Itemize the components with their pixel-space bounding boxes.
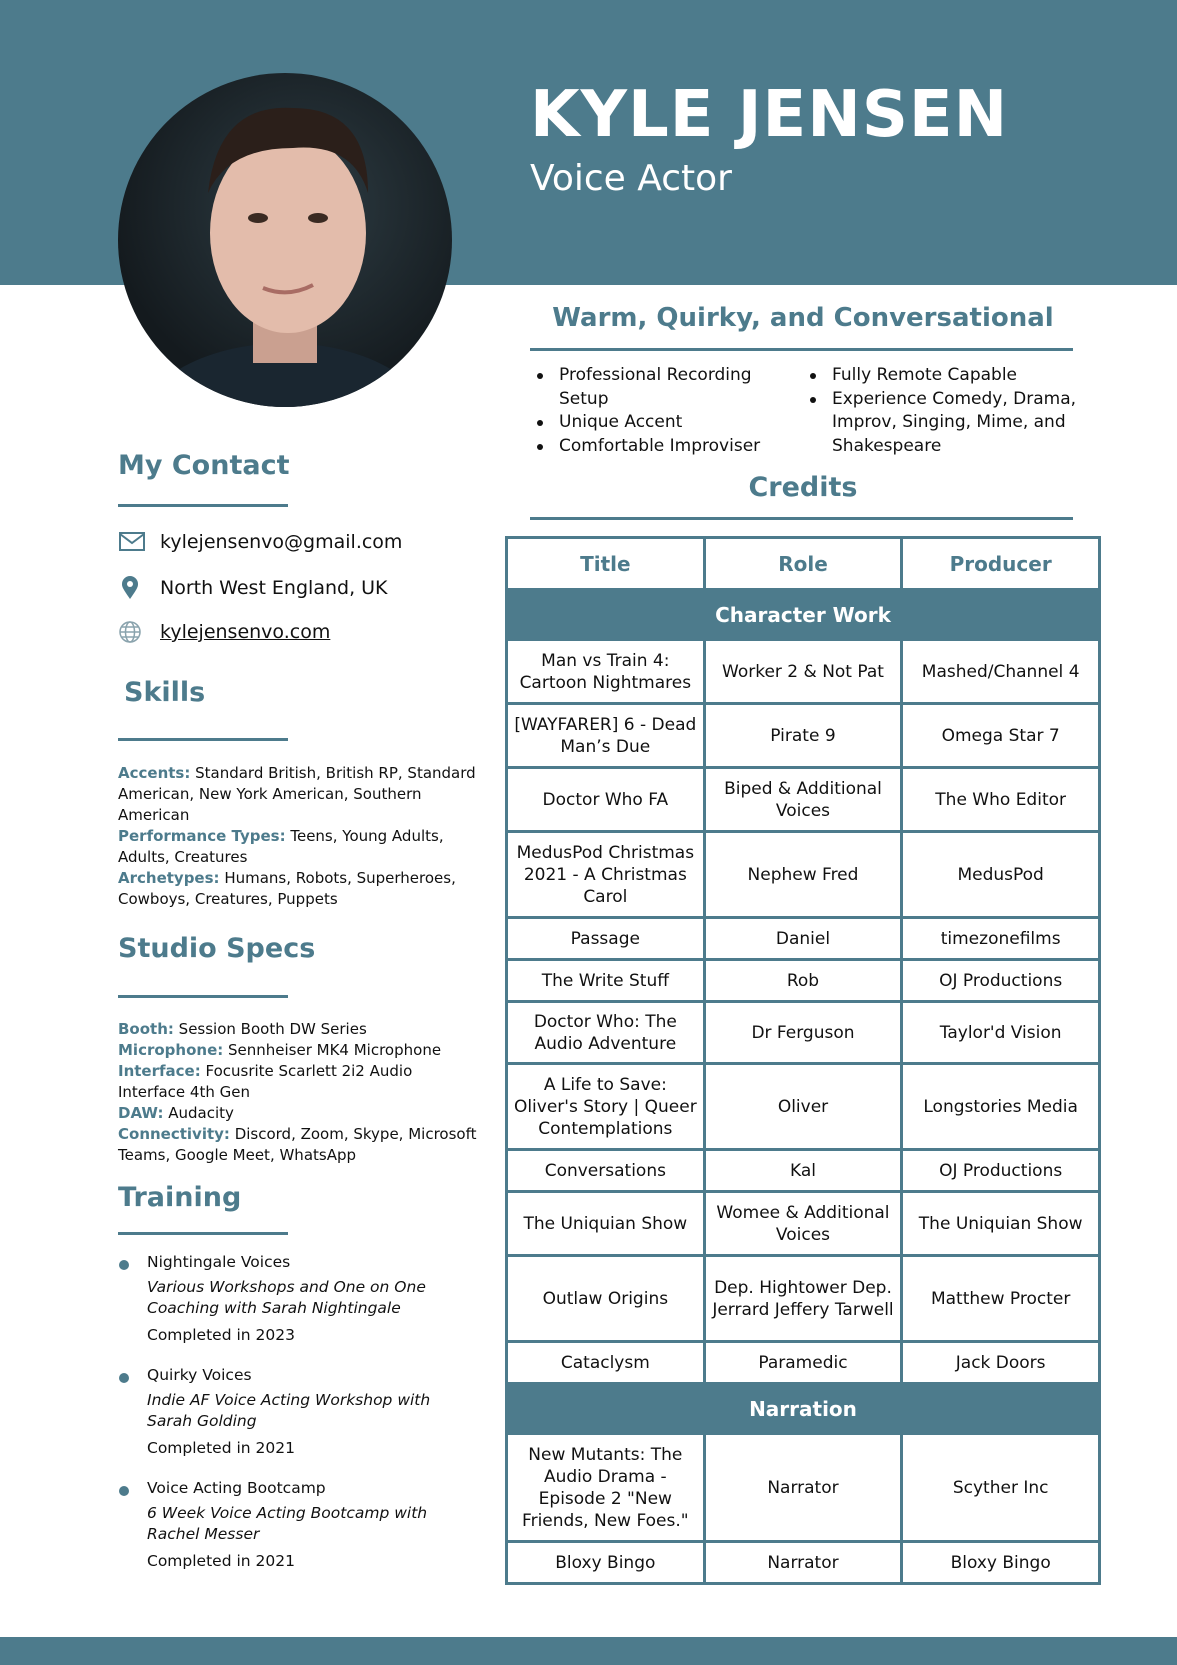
table-cell: Doctor Who FA (507, 768, 705, 832)
section-row (507, 590, 1100, 640)
tagline: Warm, Quirky, and Conversational (552, 303, 1054, 333)
training-heading: Training (118, 1182, 242, 1213)
spec-item (118, 1040, 478, 1061)
table-cell: Dr Ferguson (704, 1002, 902, 1064)
table-cell: Cataclysm (507, 1342, 705, 1384)
bullet-icon (119, 1260, 129, 1270)
spec-item (118, 763, 478, 826)
studio-list (118, 1019, 478, 1166)
spec-label: Archetypes: (118, 869, 220, 887)
table-cell: Daniel (704, 918, 902, 960)
job-title: Voice Actor (530, 158, 732, 199)
spec-value: Standard British, British RP, Standard American, New York American, Southern American (118, 764, 476, 824)
spec-label: Connectivity: (118, 1125, 230, 1143)
footer-band (0, 1637, 1177, 1665)
table-cell: [WAYFARER] 6 - Dead Man’s Due (507, 704, 705, 768)
skills-list (118, 763, 478, 910)
training-name: Quirky Voices (147, 1366, 252, 1384)
table-cell: Man vs Train 4: Cartoon Nightmares (507, 640, 705, 704)
table-cell: The Uniquian Show (507, 1192, 705, 1256)
table-cell: The Who Editor (902, 768, 1100, 832)
credits-table (505, 536, 1101, 1585)
table-row (507, 832, 1100, 918)
table-cell: Nephew Fred (704, 832, 902, 918)
table-cell: Oliver (704, 1064, 902, 1150)
table-row (507, 918, 1100, 960)
email-link[interactable]: kylejensenvo@gmail.com (160, 531, 403, 553)
table-row (507, 1064, 1100, 1150)
table-cell: Worker 2 & Not Pat (704, 640, 902, 704)
person-name: KYLE JENSEN (530, 78, 1009, 152)
spec-value: Audacity (163, 1104, 234, 1122)
training-completed: Completed in 2021 (147, 1552, 295, 1570)
table-cell: Omega Star 7 (902, 704, 1100, 768)
table-cell: Dep. Hightower Dep. Jerrard Jeffery Tarwell (704, 1256, 902, 1342)
table-row (507, 1434, 1100, 1542)
website-link[interactable]: kylejensenvo.com (160, 621, 331, 643)
contact-website (118, 620, 330, 644)
spec-value: Teens, Young Adults, Adults, Creatures (118, 827, 444, 866)
table-cell: Longstories Media (902, 1064, 1100, 1150)
table-cell: The Uniquian Show (902, 1192, 1100, 1256)
table-row (507, 768, 1100, 832)
table-row (507, 1542, 1100, 1584)
training-completed: Completed in 2021 (147, 1439, 295, 1457)
training-description: Indie AF Voice Acting Workshop with Sarah Golding (147, 1391, 431, 1430)
table-cell: Biped & Additional Voices (704, 768, 902, 832)
table-cell: Taylor'd Vision (902, 1002, 1100, 1064)
table-cell: Narrator (704, 1542, 902, 1584)
spec-label: Performance Types: (118, 827, 286, 845)
highlight-item: Comfortable Improviser (535, 435, 795, 459)
spec-value: Discord, Zoom, Skype, Microsoft Teams, Google Meet, WhatsApp (118, 1125, 477, 1164)
table-cell: MedusPod (902, 832, 1100, 918)
column-header: Producer (902, 538, 1100, 590)
profile-photo (118, 73, 452, 407)
highlight-item: Unique Accent (535, 411, 795, 435)
table-cell: The Write Stuff (507, 960, 705, 1002)
spec-value: Humans, Robots, Superheroes, Cowboys, Creatures, Puppets (118, 869, 456, 908)
table-cell: Narrator (704, 1434, 902, 1542)
table-cell: Mashed/Channel 4 (902, 640, 1100, 704)
globe-icon (118, 620, 146, 644)
table-cell: timezonefilms (902, 918, 1100, 960)
table-cell: OJ Productions (902, 960, 1100, 1002)
highlights-left (535, 364, 795, 458)
training-completed: Completed in 2023 (147, 1326, 295, 1344)
highlight-item: Professional Recording Setup (535, 364, 795, 411)
table-cell: Bloxy Bingo (507, 1542, 705, 1584)
spec-label: Booth: (118, 1020, 174, 1038)
contact-heading: My Contact (118, 450, 290, 481)
table-header (507, 538, 1100, 590)
table-cell: Matthew Procter (902, 1256, 1100, 1342)
table-cell: Kal (704, 1150, 902, 1192)
table-cell: Rob (704, 960, 902, 1002)
table-cell: Womee & Additional Voices (704, 1192, 902, 1256)
spec-item (118, 1019, 478, 1040)
divider (530, 517, 1073, 520)
divider (118, 1232, 288, 1235)
column-header: Role (704, 538, 902, 590)
bullet-icon (119, 1373, 129, 1383)
location-text: North West England, UK (160, 577, 388, 599)
training-name: Voice Acting Bootcamp (147, 1479, 326, 1497)
bullet-icon (119, 1486, 129, 1496)
spec-item (118, 826, 478, 868)
table-cell: A Life to Save: Oliver's Story | Queer Contemplations (507, 1064, 705, 1150)
spec-item (118, 1124, 478, 1166)
training-description: 6 Week Voice Acting Bootcamp with Rachel Messer (147, 1504, 428, 1543)
divider (118, 504, 288, 507)
table-row (507, 1002, 1100, 1064)
credits-heading: Credits (748, 472, 858, 503)
contact-location (118, 576, 388, 600)
section-title: Character Work (507, 590, 1100, 640)
table-row (507, 1192, 1100, 1256)
table-row (507, 1342, 1100, 1384)
highlight-item: Fully Remote Capable (808, 364, 1078, 388)
table-cell: Conversations (507, 1150, 705, 1192)
envelope-icon (118, 530, 146, 554)
spec-label: Interface: (118, 1062, 201, 1080)
spec-label: Accents: (118, 764, 191, 782)
table-cell: Paramedic (704, 1342, 902, 1384)
spec-value: Session Booth DW Series (173, 1020, 367, 1038)
divider (530, 348, 1073, 351)
spec-item (118, 1061, 478, 1103)
table-cell: Jack Doors (902, 1342, 1100, 1384)
section-row (507, 1384, 1100, 1434)
table-cell: New Mutants: The Audio Drama - Episode 2 "New Friends, New Foes." (507, 1434, 705, 1542)
skills-heading: Skills (124, 677, 206, 708)
spec-label: DAW: (118, 1104, 164, 1122)
table-row (507, 1150, 1100, 1192)
spec-item (118, 1103, 478, 1124)
column-header: Title (507, 538, 705, 590)
table-cell: Doctor Who: The Audio Adventure (507, 1002, 705, 1064)
section-title: Narration (507, 1384, 1100, 1434)
table-row (507, 1256, 1100, 1342)
table-cell: Bloxy Bingo (902, 1542, 1100, 1584)
spec-label: Microphone: (118, 1041, 224, 1059)
table-cell: MedusPod Christmas 2021 - A Christmas Carol (507, 832, 705, 918)
spec-value: Sennheiser MK4 Microphone (223, 1041, 442, 1059)
table-cell: Passage (507, 918, 705, 960)
highlight-item: Experience Comedy, Drama, Improv, Singing, Mime, and Shakespeare (808, 388, 1078, 459)
highlights-right (808, 364, 1078, 458)
table-row (507, 640, 1100, 704)
table-cell: Scyther Inc (902, 1434, 1100, 1542)
spec-value: Focusrite Scarlett 2i2 Audio Interface 4th Gen (118, 1062, 413, 1101)
divider (118, 738, 288, 741)
spec-item (118, 868, 478, 910)
studio-heading: Studio Specs (118, 933, 316, 964)
table-row (507, 704, 1100, 768)
contact-email (118, 530, 402, 554)
table-row (507, 960, 1100, 1002)
training-description: Various Workshops and One on One Coaching with Sarah Nightingale (147, 1278, 426, 1317)
map-pin-icon (118, 576, 146, 600)
training-name: Nightingale Voices (147, 1253, 291, 1271)
table-cell: OJ Productions (902, 1150, 1100, 1192)
table-cell: Outlaw Origins (507, 1256, 705, 1342)
divider (118, 995, 288, 998)
table-cell: Pirate 9 (704, 704, 902, 768)
